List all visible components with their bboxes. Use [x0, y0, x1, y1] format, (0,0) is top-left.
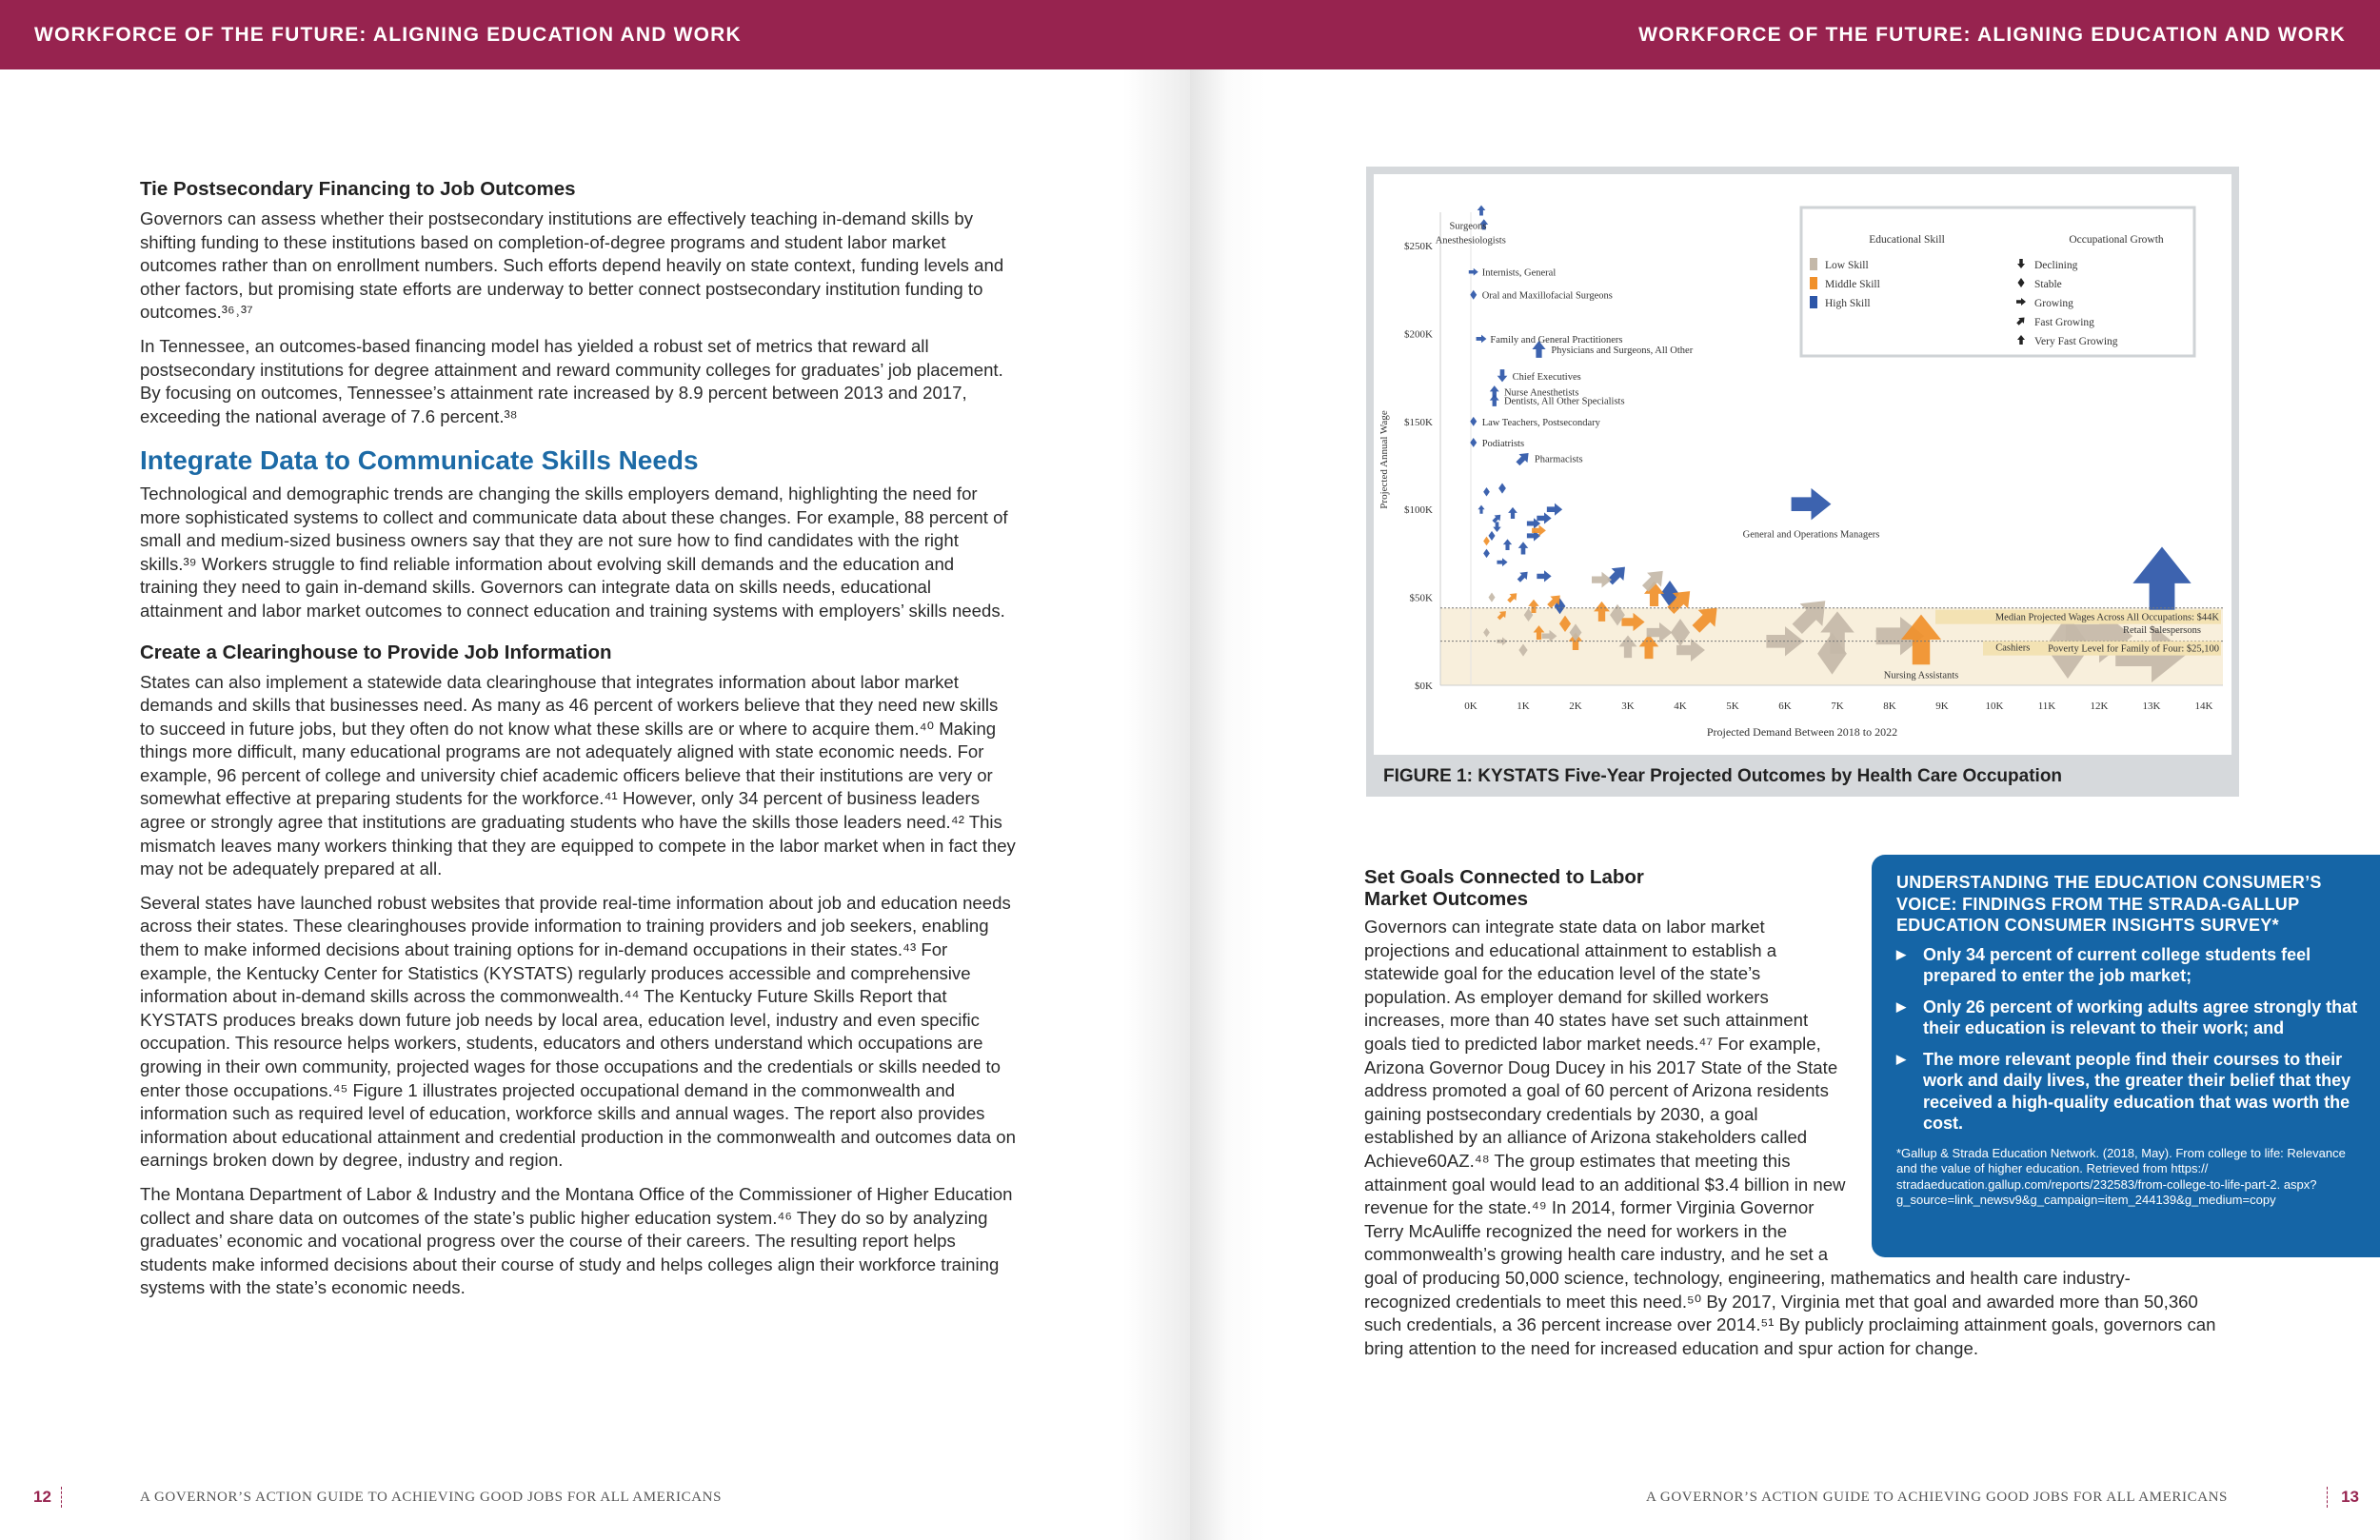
running-header: WORKFORCE OF THE FUTURE: ALIGNING EDUCATION AND WORK — [1190, 0, 2380, 69]
callout-footnote: *Gallup & Strada Education Network. (2018, May). From college to life: Relevance and the value of higher education. Retrieved from https:// stradaeducation.gallup.com/reports/232583/from-college-to-life-part-2. aspx?g_source=link_newsv9&g_campaign=item_244139&g_medium=copy — [1896, 1145, 2346, 1207]
scatter-chart — [1374, 174, 2231, 755]
y-tick-label: $150K — [1404, 416, 1433, 428]
point-label: Family and General Practitioners — [1490, 334, 1623, 346]
figure-1 — [1366, 167, 2239, 797]
legend-skill-label: Low Skill — [1825, 260, 1869, 271]
legend-growth-label: Declining — [2034, 260, 2078, 271]
point-label: Anesthesiologists — [1435, 235, 1506, 247]
x-tick-label: 10K — [1985, 701, 2004, 712]
heading-financing: Tie Postsecondary Financing to Job Outcomes — [140, 178, 576, 200]
data-point-MF — [1505, 590, 1519, 604]
point-label: Podiatrists — [1481, 438, 1525, 449]
triangle-bullet-icon: ▶ — [1896, 946, 1906, 961]
data-point-HG — [1497, 558, 1507, 566]
point-label: Law Teachers, Postsecondary — [1481, 417, 1600, 428]
labeled-point — [1490, 394, 1499, 405]
footer-divider — [61, 1487, 62, 1508]
data-point-HF — [1604, 561, 1632, 588]
paragraph: Governors can integrate state data on labor market projections and educational attainment to establish a statewide goal for the education level of the state’s population. As employer demand for skilled workers increases, more than 40 states have set such attainment goals tied to predicted labor market needs.⁴⁷ For example, Arizona Governor Doug Ducey in his 2017 State of the State address promoted a goal of 60 percent of Arizona residents gaining postsecondary credentials by 2030, a goal established by an alliance of Arizona stakeholders called Achieve60AZ.⁴⁸ The group estimates that meeting this attainment goal would lead to an additional $3.4 billion in new revenue for the state.⁴⁹ In 2014, former Virginia Governor Terry McAuliffe recognized the need for workers in the commonwealth’s growing health care industry, and he set a goal of producing 50,000 science, technology, engineering, mathematics and health care industry-recognized credentials to meet this need.⁵⁰ By 2017, Virginia met that goal and awarded more than 50,360 such credentials, a 36 percent increase over 2014.⁵¹ By publicly proclaiming attainment goals, governors can bring attention to the need for increased education and spur action for change. — [1364, 917, 2216, 1358]
footer-text: A GOVERNOR’S ACTION GUIDE TO ACHIEVING GOOD JOBS FOR ALL AMERICANS — [1645, 1490, 2228, 1505]
data-point-HF — [1516, 568, 1532, 584]
heading-integrate-data: Integrate Data to Communicate Skills Needs — [140, 445, 699, 476]
survey-callout-box — [1872, 855, 2380, 1257]
y-tick-label: $250K — [1404, 241, 1433, 252]
legend-growth-label: Stable — [2034, 279, 2062, 290]
legend-swatch-M — [1810, 277, 1817, 289]
paragraph: Several states have launched robust websites that provide real-time information about job and education needs across their states. These clearinghouses provide information to training providers and job seekers, enabling them to make informed decisions about training options for in-demand occupations in their states.⁴³ For example, the Kentucky Center for Statistics (KYSTATS) regularly produces accessible and comprehensive information about in-demand skills across the commonwealth.⁴⁴ The Kentucky Future Skills Report that KYSTATS produces breaks down future job needs by local area, education level, industry and even specific occupation. This resource helps workers, students, educators and others understand which occupations are growing in their own community, projected wages for those occupations and the credentials or skills needed to enter those occupations.⁴⁵ Figure 1 illustrates projected occupational demand in the commonwealth and information such as required level of education, workforce skills and annual wages. The report also provides information about educational attainment and credential production in the commonwealth and outcomes data on earnings broken down by degree, industry and region. — [140, 892, 1016, 1171]
legend-swatch-H — [1810, 296, 1817, 308]
x-tick-label: 8K — [1883, 701, 1896, 712]
data-point-HS — [1488, 531, 1495, 541]
point-label: General and Operations Managers — [1742, 529, 1880, 541]
point-label: Physicians and Surgeons, All Other — [1551, 346, 1694, 357]
data-point-HS — [1483, 487, 1490, 497]
triangle-bullet-icon: ▶ — [1896, 1051, 1906, 1066]
legend-swatch-L — [1810, 258, 1817, 270]
x-tick-label: 5K — [1726, 701, 1739, 712]
labeled-point — [1469, 268, 1478, 276]
data-point-HV — [1478, 505, 1484, 514]
labeled-point — [1792, 488, 1832, 520]
point-label: Surgeons — [1449, 221, 1487, 232]
data-point-LS — [1488, 593, 1495, 602]
x-tick-label: 6K — [1778, 701, 1792, 712]
data-point-HV — [1508, 507, 1517, 519]
labeled-point — [1514, 449, 1533, 468]
callout-item-text: Only 34 percent of current college students feel prepared to enter the job market; — [1923, 944, 2311, 985]
footer-divider — [2327, 1487, 2328, 1508]
paragraph: The Montana Department of Labor & Industry and the Montana Office of the Commissioner of Higher Education collect and share data on outcomes of the state’s public higher education system.⁴⁶ They do so by analyzing graduates’ economic and vocational progress over the course of their careers. The resulting report helps students make informed decisions about their course of study and helps colleges align their workforce training systems with the state’s economic needs. — [140, 1183, 1013, 1298]
y-tick-label: $50K — [1409, 592, 1433, 604]
y-tick-label: $100K — [1404, 504, 1433, 517]
point-label: Cashiers — [1995, 642, 2031, 654]
reference-line-label: Poverty Level for Family of Four: $25,100 — [2048, 643, 2219, 655]
page-number: 12 — [33, 1488, 51, 1506]
legend-growth-label: Fast Growing — [2034, 317, 2094, 328]
point-label: Chief Executives — [1512, 371, 1581, 383]
data-point-MS — [1483, 537, 1490, 546]
data-point-HS — [1483, 549, 1490, 559]
legend-skill-label: High Skill — [1825, 298, 1871, 309]
point-label: Oral and Maxillofacial Surgeons — [1481, 290, 1613, 302]
callout-item — [1896, 1049, 2361, 1135]
point-label: Nursing Assistants — [1883, 670, 1959, 681]
point-label: Internists, General — [1481, 267, 1557, 279]
point-label: Retail Salespersons — [2123, 625, 2201, 637]
paragraph: Governors can assess whether their postsecondary institutions are effectively teaching in-demand skills by shifting funding to these institutions based on completion-of-degree programs and student labor market outcomes rather than on enrollment numbers. Such efforts depend heavily on state context, funding levels and other factors, but promising state efforts are underway to better connect postsecondary institution funding to outcomes.³⁶˒³⁷ — [140, 208, 1004, 323]
reference-line-label: Median Projected Wages Across All Occupations: $44K — [1994, 612, 2219, 623]
x-tick-label: 9K — [1935, 701, 1949, 712]
triangle-bullet-icon: ▶ — [1896, 998, 1906, 1014]
legend-growth-label: Very Fast Growing — [2034, 336, 2118, 347]
data-point-HG — [1537, 512, 1551, 523]
running-header: WORKFORCE OF THE FUTURE: ALIGNING EDUCATION AND WORK — [0, 0, 1190, 69]
x-tick-label: 12K — [2090, 701, 2109, 712]
x-tick-label: 4K — [1674, 701, 1687, 712]
point-label: Pharmacists — [1534, 454, 1583, 465]
x-tick-label: 3K — [1621, 701, 1635, 712]
figure-caption: FIGURE 1: KYSTATS Five-Year Projected Outcomes by Health Care Occupation — [1383, 766, 2063, 786]
data-point-HG — [1547, 503, 1562, 516]
paragraph: In Tennessee, an outcomes-based financing model has yielded a robust set of metrics that reward all postsecondary institutions for degree attainment and reward community colleges for graduates’ job placement. By focusing on outcomes, Tennessee’s attainment rate increased by 8.9 percent between 2013 and 2017, exceeding the national average of 7.6 percent.³⁸ — [140, 335, 1003, 426]
left-column — [140, 177, 1016, 1311]
y-axis-label: Projected Annual Wage — [1378, 410, 1390, 509]
callout-item — [1896, 944, 2361, 987]
y-tick-label: $0K — [1415, 681, 1433, 692]
legend-growth-label: Growing — [2034, 298, 2073, 309]
callout-title: UNDERSTANDING THE EDUCATION CONSUMER’S VOICE: FINDINGS FROM THE STRADA-GALLUP EDUCATION CONSUMER INSIGHTS SURVEY* — [1896, 873, 2322, 935]
data-point-HV — [1503, 539, 1512, 550]
labeled-point — [1478, 206, 1486, 216]
paragraph: States can also implement a statewide data clearinghouse that integrates information about labor market demands and skills that businesses need. As many as 46 percent of workers believe that they need new skills to succeed in future jobs, but they often do not know what these skills are or where to acquire them.⁴⁰ Making things more difficult, many educational programs are not adequately aligned with state economic needs. For example, 96 percent of college and university chief academic officers believe that their institutions are very or somewhat effective at preparing students for the workforce.⁴¹ However, only 34 percent of business leaders agree or strongly agree that institutions are graduating students who have the skills those leaders need.⁴² This mismatch leaves many workers thinking that they are equipped to compete in the labor market when in fact they may not be adequately prepared at all. — [140, 671, 1016, 879]
data-point-HG — [1537, 570, 1551, 582]
x-tick-label: 7K — [1831, 701, 1844, 712]
callout-item-text: Only 26 percent of working adults agree strongly that their education is relevant to their work; and — [1923, 997, 2358, 1037]
page-number: 13 — [2341, 1488, 2359, 1506]
paragraph: Technological and demographic trends are changing the skills employers demand, highlighting the need for more sophisticated systems to collect and communicate data about these changes. For example, 88 percent of small and medium-sized business owners say that they are not sure how to find candidates with the right skills.³⁹ Workers struggle to find reliable information about evolving skill demands and the education and training they need to gain in-demand skills. Governors can integrate data on skills needs, educational attainment and labor market outcomes to connect education and training systems with employers’ skills needs. — [140, 483, 1008, 621]
callout-item-text: The more relevant people find their courses to their work and daily lives, the greater their belief that they received a high-quality education that was worth the cost. — [1923, 1049, 2351, 1133]
data-point-LG — [1592, 572, 1612, 588]
legend-skill-title: Educational Skill — [1869, 234, 1945, 246]
data-point-HS — [1498, 483, 1506, 493]
right-column — [1364, 866, 2358, 1371]
data-point-HV — [1518, 542, 1529, 554]
labeled-point — [1477, 335, 1487, 344]
y-tick-label: $200K — [1404, 328, 1433, 341]
callout-item — [1896, 997, 2361, 1039]
footer-text: A GOVERNOR’S ACTION GUIDE TO ACHIEVING GOOD JOBS FOR ALL AMERICANS — [140, 1490, 723, 1505]
x-tick-label: 14K — [2194, 701, 2213, 712]
point-label: Dentists, All Other Specialists — [1503, 396, 1625, 407]
x-tick-label: 11K — [2037, 701, 2056, 712]
data-point-HD — [1493, 522, 1500, 532]
x-axis-label: Projected Demand Between 2018 to 2022 — [1706, 725, 1898, 739]
x-tick-label: 2K — [1569, 701, 1582, 712]
legend-skill-label: Middle Skill — [1825, 279, 1880, 290]
x-tick-label: 0K — [1464, 701, 1478, 712]
labeled-point — [1497, 369, 1508, 382]
legend-growth-title: Occupational Growth — [2069, 234, 2164, 246]
x-tick-label: 1K — [1517, 701, 1530, 712]
heading-clearinghouse: Create a Clearinghouse to Provide Job Information — [140, 641, 612, 663]
heading-set-goals: Set Goals Connected to Labor Market Outcomes — [1364, 866, 1644, 910]
x-tick-label: 13K — [2142, 701, 2161, 712]
point-label: Nurse Anesthetists — [1503, 387, 1579, 399]
